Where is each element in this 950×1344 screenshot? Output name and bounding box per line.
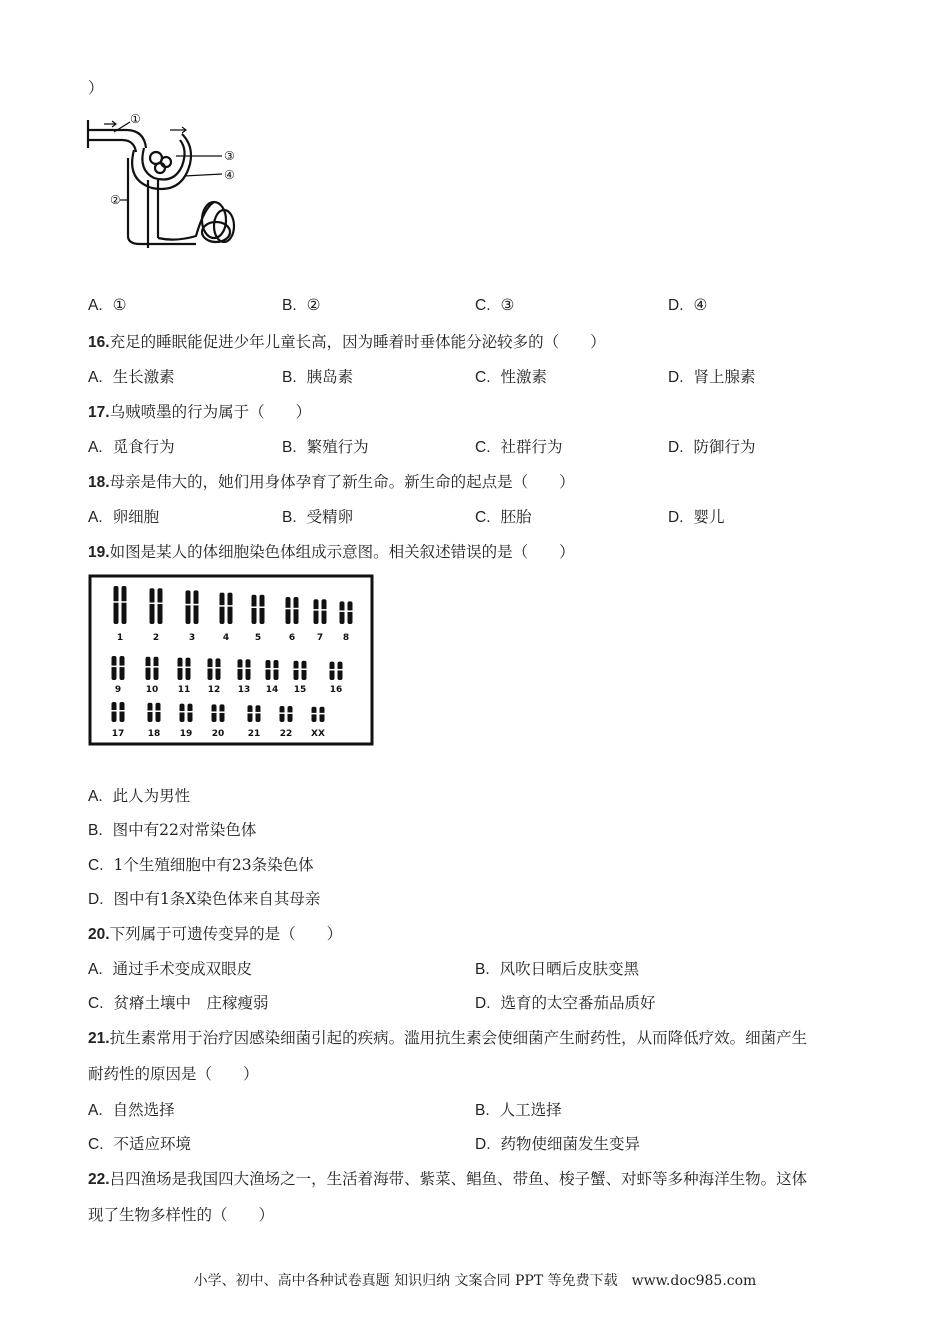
centromere — [245, 668, 251, 670]
chromosome — [188, 704, 193, 722]
q17-option-d[interactable]: D. 防御行为 — [668, 438, 756, 456]
centromere — [177, 667, 183, 669]
chromosome — [252, 595, 257, 624]
q18-option-b[interactable]: B. 受精卵 — [282, 508, 354, 526]
chromosome — [216, 658, 221, 680]
bowmans-capsule — [142, 140, 184, 180]
centromere — [337, 669, 343, 671]
glomerulus-loop — [155, 163, 165, 173]
centromere — [211, 711, 217, 713]
question-16: 16.充足的睡眠能促进少年儿童长高，因为睡着时垂体能分泌较多的（ ） — [88, 333, 606, 351]
chromosome — [220, 704, 225, 722]
centromere — [259, 606, 265, 608]
chromosome — [148, 703, 153, 722]
chromosome — [120, 656, 125, 680]
chromosome — [322, 599, 327, 624]
centromere — [145, 666, 151, 668]
chromosome — [156, 703, 161, 722]
chromosome-number: 8 — [342, 633, 350, 643]
q20-option-a[interactable]: A. 通过手术变成双眼皮 — [88, 960, 253, 978]
q20-option-c[interactable]: C. 贫瘠土壤中 庄稼瘦弱 — [88, 994, 269, 1012]
centromere — [301, 668, 307, 670]
centromere — [339, 610, 345, 612]
centromere — [321, 609, 327, 611]
centromere — [147, 710, 153, 712]
q15-option-b[interactable]: B. ② — [282, 296, 321, 314]
chromosome — [150, 588, 155, 624]
centromere — [273, 668, 279, 670]
chromosome — [286, 597, 291, 624]
chromosome-number: XX — [311, 729, 325, 739]
question-20: 20.下列属于可遗传变异的是（ ） — [88, 925, 343, 943]
q16-option-d[interactable]: D. 肾上腺素 — [668, 368, 756, 386]
chromosome-number: 21 — [247, 729, 261, 739]
chromosome — [112, 656, 117, 680]
chromosome — [274, 660, 279, 680]
previous-question-tail: ） — [88, 79, 104, 97]
chromosome — [146, 657, 151, 680]
chromosome — [208, 658, 213, 680]
chromosome — [338, 662, 343, 680]
chromosome-number: 1 — [116, 633, 124, 643]
figure-label-2: ② — [110, 193, 121, 207]
chromosome-number: 3 — [188, 633, 196, 643]
chromosome-number: 12 — [207, 685, 221, 695]
centromere — [157, 603, 163, 605]
chromosome-number: 19 — [179, 729, 193, 739]
q21-option-a[interactable]: A. 自然选择 — [88, 1101, 175, 1119]
centromere — [193, 604, 199, 606]
q21-option-b[interactable]: B. 人工选择 — [475, 1101, 562, 1119]
chromosome — [246, 659, 251, 680]
chromosome — [122, 586, 127, 624]
question-22: 22.吕四渔场是我国四大渔场之一，生活着海带、紫菜、鲳鱼、带鱼、梭子蟹、对虾等多种海洋生物。这体 — [88, 1170, 808, 1188]
question-19: 19.如图是某人的体细胞染色体组成示意图。相关叙述错误的是（ ） — [88, 543, 575, 561]
nephron-diagram — [86, 108, 246, 250]
chromosome-number: 2 — [152, 633, 160, 643]
q19-option-b[interactable]: B. 图中有22对常染色体 — [88, 821, 257, 839]
chromosome — [114, 586, 119, 624]
question-21: 21.抗生素常用于治疗因感染细菌引起的疾病。滥用抗生素会使细菌产生耐药性，从而降低疗效。细菌产生 — [88, 1029, 808, 1047]
centromere — [111, 710, 117, 712]
centromere — [119, 666, 125, 668]
centromere — [207, 667, 213, 669]
q20-option-d[interactable]: D. 选育的太空番茄品质好 — [475, 994, 656, 1012]
centromere — [287, 712, 293, 714]
centromere — [185, 667, 191, 669]
chromosome-number: 14 — [265, 685, 279, 695]
centromere — [187, 711, 193, 713]
q17-option-a[interactable]: A. 觅食行为 — [88, 438, 175, 456]
centromere — [153, 666, 159, 668]
chromosome — [288, 706, 293, 722]
chromosome — [340, 601, 345, 624]
centromere — [251, 606, 257, 608]
q18-option-c[interactable]: C. 胚胎 — [475, 508, 532, 526]
chromosome-number: 22 — [279, 729, 293, 739]
q17-option-c[interactable]: C. 社群行为 — [475, 438, 563, 456]
chromosome — [120, 702, 125, 722]
chromosome — [294, 597, 299, 624]
q19-option-c[interactable]: C. 1个生殖细胞中有23条染色体 — [88, 856, 314, 874]
chromosome — [248, 705, 253, 722]
q15-option-c[interactable]: C. ③ — [475, 296, 515, 314]
centromere — [179, 711, 185, 713]
centromere — [313, 609, 319, 611]
q15-option-d[interactable]: D. ④ — [668, 296, 708, 314]
question-21-line2: 耐药性的原因是（ ） — [88, 1065, 259, 1083]
chromosome — [294, 661, 299, 680]
centromere — [219, 711, 225, 713]
q18-option-d[interactable]: D. 婴儿 — [668, 508, 725, 526]
centromere — [265, 668, 271, 670]
q19-option-d[interactable]: D. 图中有1条X染色体来自其母亲 — [88, 890, 321, 908]
flow-arrow — [170, 127, 186, 133]
centromere — [293, 668, 299, 670]
q20-option-b[interactable]: B. 风吹日晒后皮肤变黑 — [475, 960, 640, 978]
chromosome — [238, 659, 243, 680]
chromosome — [154, 657, 159, 680]
chromosome — [112, 702, 117, 722]
centromere — [121, 601, 127, 603]
chromosome — [186, 590, 191, 624]
chromosome-number: 13 — [237, 685, 251, 695]
chromosome — [266, 660, 271, 680]
chromosome-number: 10 — [145, 685, 159, 695]
chromosome — [320, 707, 325, 722]
figure-label-1: ① — [130, 112, 141, 126]
q16-option-a[interactable]: A. 生长激素 — [88, 368, 175, 386]
q16-option-c[interactable]: C. 性激素 — [475, 368, 548, 386]
chromosome-number: 17 — [111, 729, 125, 739]
q19-option-a[interactable]: A. 此人为男性 — [88, 787, 191, 805]
chromosome — [260, 595, 265, 624]
q17-option-b[interactable]: B. 繁殖行为 — [282, 438, 369, 456]
centromere — [227, 605, 233, 607]
centromere — [293, 608, 299, 610]
chromosome — [158, 588, 163, 624]
centromere — [319, 713, 325, 715]
chromosome — [256, 705, 261, 722]
chromosome-number: 15 — [293, 685, 307, 695]
chromosome-number: 4 — [222, 633, 230, 643]
centromere — [279, 712, 285, 714]
chromosome — [314, 599, 319, 624]
centromere — [247, 712, 253, 714]
q21-option-d[interactable]: D. 药物使细菌发生变异 — [475, 1135, 641, 1153]
question-22-line2: 现了生物多样性的（ ） — [88, 1206, 275, 1224]
chromosome — [302, 661, 307, 680]
chromosome-number: 20 — [211, 729, 225, 739]
figure-label-3: ③ — [224, 149, 235, 163]
centromere — [237, 668, 243, 670]
chromosome — [330, 662, 335, 680]
chromosome-number: 11 — [177, 685, 191, 695]
chromosome — [312, 707, 317, 722]
flow-arrow — [104, 121, 116, 127]
chromosome-number: 6 — [288, 633, 296, 643]
centromere — [149, 603, 155, 605]
centromere — [215, 667, 221, 669]
q18-option-a[interactable]: A. 卵细胞 — [88, 508, 160, 526]
peritubular-capillary — [128, 158, 196, 244]
chromosome-number: 16 — [329, 685, 343, 695]
chromosome-number: 5 — [254, 633, 262, 643]
page-footer: 小学、初中、高中各种试卷真题 知识归纳 文案合同 PPT 等免费下载 www.doc985.com — [193, 1273, 757, 1289]
centromere — [329, 669, 335, 671]
question-18: 18.母亲是伟大的，她们用身体孕育了新生命。新生命的起点是（ ） — [88, 473, 575, 491]
chromosome — [178, 658, 183, 680]
chromosome — [280, 706, 285, 722]
karyotype-diagram — [88, 574, 374, 746]
centromere — [111, 666, 117, 668]
centromere — [113, 601, 119, 603]
q21-option-c[interactable]: C. 不适应环境 — [88, 1135, 192, 1153]
efferent-vessel — [88, 140, 136, 152]
chromosome — [212, 704, 217, 722]
figure-label-4: ④ — [224, 168, 235, 182]
centromere — [155, 710, 161, 712]
q16-option-b[interactable]: B. 胰岛素 — [282, 368, 354, 386]
glomerulus-loop — [161, 157, 171, 167]
centromere — [219, 605, 225, 607]
centromere — [347, 610, 353, 612]
centromere — [311, 713, 317, 715]
q15-option-a[interactable]: A. ① — [88, 296, 127, 314]
chromosome — [348, 601, 353, 624]
chromosome — [194, 590, 199, 624]
chromosome — [228, 593, 233, 624]
centromere — [255, 712, 261, 714]
centromere — [285, 608, 291, 610]
chromosome — [220, 593, 225, 624]
chromosome-number: 18 — [147, 729, 161, 739]
chromosome-number: 9 — [114, 685, 122, 695]
label-pointer — [184, 174, 222, 176]
question-17: 17.乌贼喷墨的行为属于（ ） — [88, 403, 312, 421]
tubule-coil — [214, 210, 234, 242]
centromere — [185, 604, 191, 606]
chromosome — [180, 704, 185, 722]
chromosome-number: 7 — [316, 633, 324, 643]
centromere — [119, 710, 125, 712]
chromosome — [186, 658, 191, 680]
